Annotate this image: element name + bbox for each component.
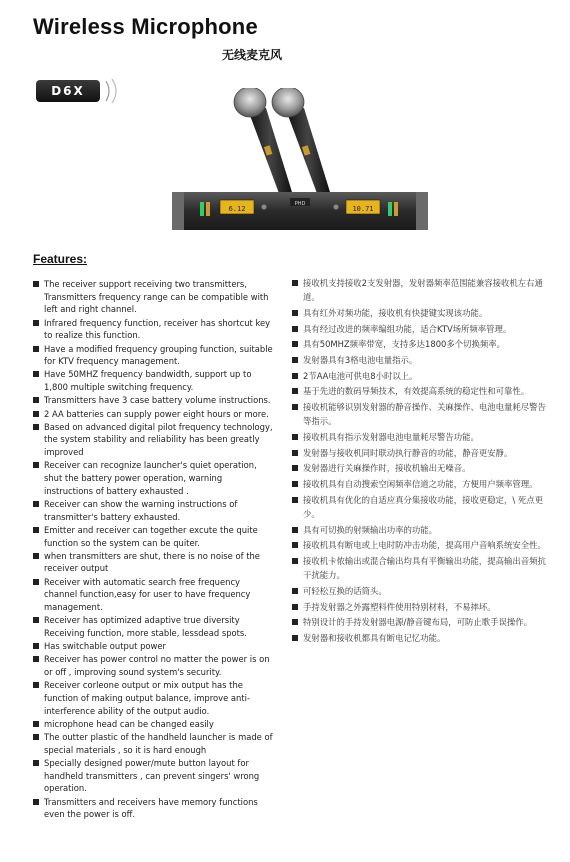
feature-text: Receiver can show the warning instructions of transmitter's battery exhausted. bbox=[44, 498, 238, 522]
list-item bbox=[33, 459, 273, 497]
square-bullet-icon bbox=[292, 373, 298, 379]
feature-text: 发射器进行关麻操作时，接收机输出无噪音。 bbox=[303, 463, 471, 474]
feature-text: 可轻松互换的话筒头。 bbox=[303, 586, 387, 597]
feature-text: microphone head can be changed easily bbox=[44, 718, 214, 729]
display-right-value: 10.71 bbox=[352, 205, 374, 213]
feature-text: Has switchable output power bbox=[44, 641, 166, 652]
features-heading: Features: bbox=[33, 252, 88, 266]
list-item bbox=[33, 394, 273, 407]
feature-text: Have a modified frequency grouping function, suitable for KTV frequency management. bbox=[44, 343, 273, 367]
feature-text: 接收机具有优化的自适应真分集接收功能，接收更稳定，\ 死点更少。 bbox=[303, 494, 543, 520]
list-item bbox=[33, 278, 273, 316]
list-item bbox=[292, 306, 554, 320]
list-item bbox=[33, 679, 273, 717]
square-bullet-icon bbox=[33, 462, 39, 468]
list-item bbox=[33, 408, 273, 421]
model-badge: D6X bbox=[36, 80, 100, 102]
square-bullet-icon bbox=[292, 434, 298, 440]
feature-text: Specially designed power/mute button layout for handheld transmitters , can prevent singers' wrong operation. bbox=[44, 758, 260, 794]
feature-text: 接收机支持接收2支发射器，发射器频率范围能兼容接收机左右通道。 bbox=[303, 278, 543, 303]
square-bullet-icon bbox=[33, 682, 39, 688]
feature-text: Receiver has power control no matter the power is on or off , improving sound system's security. bbox=[44, 654, 270, 678]
square-bullet-icon bbox=[292, 527, 298, 533]
list-item bbox=[292, 276, 554, 304]
features-list-en bbox=[33, 278, 273, 822]
list-item bbox=[292, 493, 554, 521]
square-bullet-icon bbox=[33, 397, 39, 403]
list-item bbox=[33, 576, 273, 614]
list-item bbox=[292, 369, 554, 383]
square-bullet-icon bbox=[292, 604, 298, 610]
feature-text: 手持发射器之外露塑料件使用特别材料，不易摔坏。 bbox=[303, 601, 496, 612]
feature-text: 具有红外对频功能，接收机有快捷键实现该功能。 bbox=[303, 307, 488, 318]
list-item bbox=[33, 317, 273, 342]
feature-text: when transmitters are shut, there is no noise of the receiver output bbox=[44, 550, 260, 574]
feature-text: 2节AA电池可供电8小时以上。 bbox=[303, 370, 418, 381]
list-item bbox=[292, 631, 554, 645]
feature-text: The outter plastic of the handheld launcher is made of special materials , so it is hard enough bbox=[44, 732, 273, 755]
square-bullet-icon bbox=[33, 579, 39, 585]
list-item bbox=[33, 653, 273, 678]
feature-text: 具有可切换的射频输出功率的功能。 bbox=[303, 524, 437, 535]
list-item bbox=[33, 796, 273, 821]
list-item bbox=[292, 538, 554, 552]
display-left-value: 6.12 bbox=[228, 205, 246, 213]
square-bullet-icon bbox=[33, 799, 39, 805]
list-item bbox=[292, 400, 554, 428]
feature-text: 基于先进的数码导频技术，有效提高系统的稳定性和可靠性。 bbox=[303, 386, 530, 397]
list-item bbox=[292, 322, 554, 336]
list-item bbox=[292, 584, 554, 598]
square-bullet-icon bbox=[33, 643, 39, 649]
square-bullet-icon bbox=[33, 346, 39, 352]
list-item bbox=[292, 430, 554, 444]
feature-text: Have 50MHZ frequency bandwidth, support up to 1,800 multiple switching frequency. bbox=[44, 369, 252, 393]
list-item bbox=[33, 421, 273, 459]
feature-text: 具有50MHZ频率带宽，支持多达1800多个切换频率。 bbox=[303, 339, 505, 350]
feature-text: 接收机具有自动搜索空闲频率信道之功能，方便用户频率管理。 bbox=[303, 479, 538, 490]
feature-text: 具有经过改进的频率编组功能，适合KTV场所频率管理。 bbox=[303, 323, 512, 334]
list-item bbox=[33, 550, 273, 575]
square-bullet-icon bbox=[33, 281, 39, 287]
square-bullet-icon bbox=[292, 450, 298, 456]
square-bullet-icon bbox=[33, 371, 39, 377]
list-item bbox=[33, 524, 273, 549]
square-bullet-icon bbox=[33, 320, 39, 326]
page-title: Wireless Microphone bbox=[33, 14, 258, 39]
feature-text: Infrared frequency function, receiver has shortcut key to realize this function. bbox=[44, 317, 271, 341]
receiver-brand-logo: PHD bbox=[294, 201, 306, 207]
feature-text: 接收机具有断电或上电时防冲击功能，提高用户音响系统安全性。 bbox=[303, 540, 546, 551]
feature-text: Receiver can recognize launcher's quiet operation, shut the battery power operation, warning instructions of battery exhausted . bbox=[44, 460, 257, 496]
square-bullet-icon bbox=[33, 501, 39, 507]
features-list-zh bbox=[292, 276, 554, 647]
list-item bbox=[292, 477, 554, 491]
list-item bbox=[33, 757, 273, 795]
page-subtitle: 无线麦克风 bbox=[222, 48, 283, 62]
feature-text: Transmitters and receivers have memory functions even the power is off. bbox=[44, 796, 258, 820]
list-item bbox=[292, 446, 554, 460]
feature-text: Receiver corleone output or mix output has the function of making output balance, improve anti-interference ability of the output audio. bbox=[44, 680, 250, 716]
feature-text: 2 AA batteries can supply power eight hours or more. bbox=[44, 408, 269, 419]
receiver-unit bbox=[172, 192, 428, 230]
square-bullet-icon bbox=[33, 411, 39, 417]
feature-text: 接收机能够识别发射器的静音操作、关麻操作、电池电量耗尽警告等指示。 bbox=[303, 402, 546, 427]
feature-text: Transmitters have 3 case battery volume instructions. bbox=[44, 395, 271, 406]
square-bullet-icon bbox=[292, 558, 298, 564]
feature-text: Receiver has optimized adaptive true diversity Receiving function, more stable, lessdead spots. bbox=[44, 615, 247, 638]
feature-text: 发射器具有3格电池电量指示。 bbox=[303, 355, 418, 366]
list-item bbox=[292, 615, 554, 629]
list-item bbox=[292, 384, 554, 398]
square-bullet-icon bbox=[292, 388, 298, 394]
list-item bbox=[292, 353, 554, 367]
list-item bbox=[292, 600, 554, 614]
square-bullet-icon bbox=[292, 542, 298, 548]
feature-text: Receiver with automatic search free frequency channel function,easy for user to have frequency management. bbox=[44, 576, 251, 613]
square-bullet-icon bbox=[292, 280, 298, 286]
signal-arcs-icon bbox=[102, 78, 126, 104]
feature-text: 发射器和接收机都具有断电记忆功能。 bbox=[303, 633, 446, 644]
square-bullet-icon bbox=[292, 481, 298, 487]
list-item bbox=[292, 554, 554, 582]
feature-text: Emitter and receiver can together excute the quite function so the system can be quiter. bbox=[44, 524, 258, 548]
list-item bbox=[292, 523, 554, 537]
square-bullet-icon bbox=[33, 721, 39, 727]
list-item bbox=[33, 343, 273, 368]
feature-text: 接收机卡侬输出或混合输出均具有平衡输出功能，提高输出音频抗干扰能力。 bbox=[303, 556, 546, 581]
feature-text: Based on advanced digital pilot frequency technology, the system stability and reliability has been greatly improved bbox=[44, 421, 273, 458]
square-bullet-icon bbox=[292, 497, 298, 503]
square-bullet-icon bbox=[33, 527, 39, 533]
square-bullet-icon bbox=[33, 617, 39, 623]
square-bullet-icon bbox=[33, 553, 39, 559]
square-bullet-icon bbox=[292, 465, 298, 471]
square-bullet-icon bbox=[33, 760, 39, 766]
square-bullet-icon bbox=[292, 357, 298, 363]
square-bullet-icon bbox=[292, 341, 298, 347]
list-item bbox=[33, 718, 273, 731]
list-item bbox=[33, 731, 273, 756]
square-bullet-icon bbox=[292, 404, 298, 410]
square-bullet-icon bbox=[292, 310, 298, 316]
square-bullet-icon bbox=[292, 588, 298, 594]
feature-text: 发射器与接收机同时联动执行静音的功能，静音更安静。 bbox=[303, 447, 513, 458]
list-item bbox=[292, 337, 554, 351]
square-bullet-icon bbox=[33, 424, 39, 430]
square-bullet-icon bbox=[292, 326, 298, 332]
list-item bbox=[33, 368, 273, 393]
product-image bbox=[170, 88, 430, 238]
square-bullet-icon bbox=[33, 656, 39, 662]
list-item bbox=[33, 614, 273, 639]
square-bullet-icon bbox=[292, 619, 298, 625]
feature-text: 特别设计的手持发射器电源/静音键布局，可防止歌手误操作。 bbox=[303, 617, 532, 628]
square-bullet-icon bbox=[33, 734, 39, 740]
list-item bbox=[33, 640, 273, 653]
list-item bbox=[292, 461, 554, 475]
feature-text: 接收机具有指示发射器电池电量耗尽警告功能。 bbox=[303, 432, 479, 443]
square-bullet-icon bbox=[292, 635, 298, 641]
list-item bbox=[33, 498, 273, 523]
feature-text: The receiver support receiving two transmitters, Transmitters frequency range can be compatible with left and right channel. bbox=[44, 279, 269, 315]
